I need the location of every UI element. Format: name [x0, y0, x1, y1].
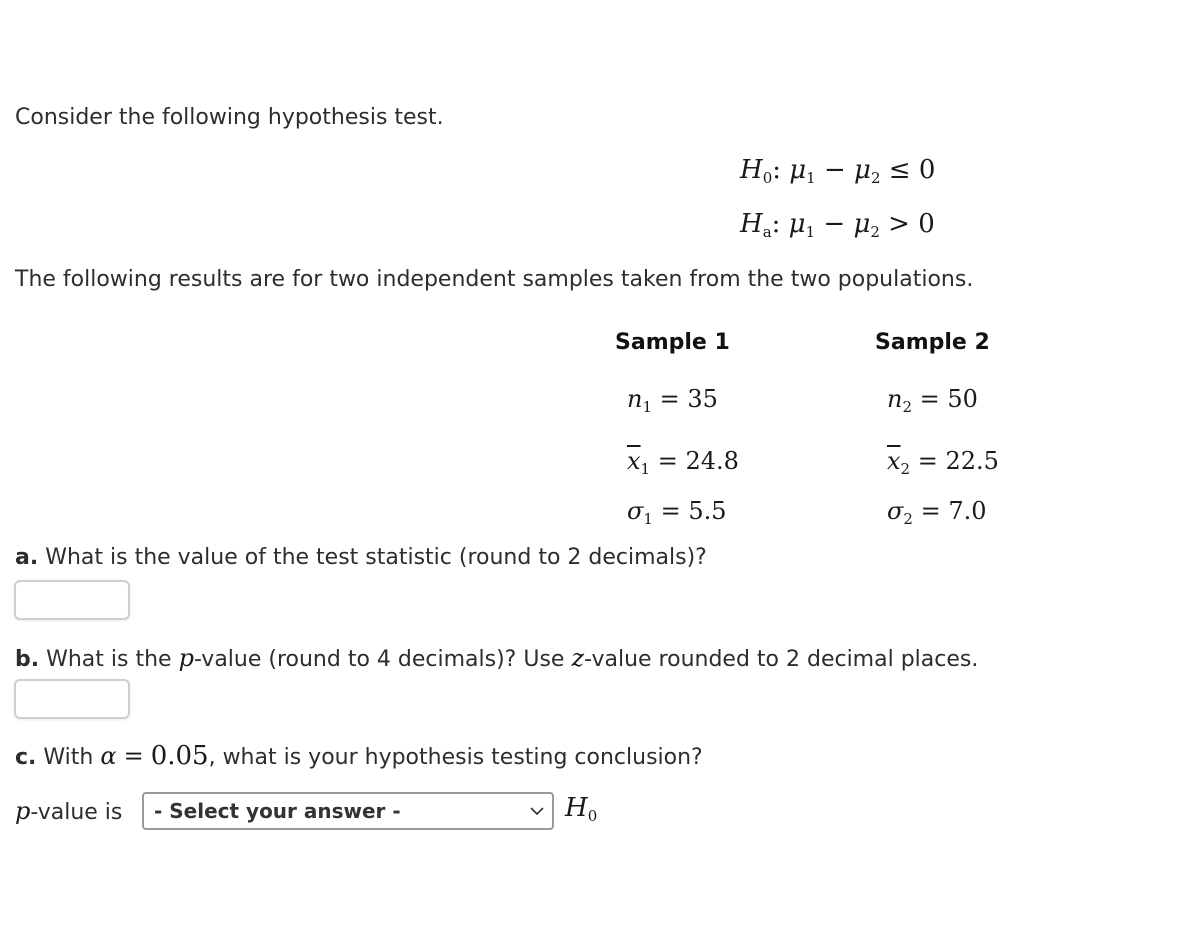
question-b: b. What is the p-value (round to 4 decimals)? Use z-value rounded to 2 decimal places. [15, 644, 979, 672]
p-value-input[interactable] [14, 679, 130, 719]
null-hypothesis: H0: μ1 − μ2 ≤ 0 [740, 155, 936, 187]
alternative-hypothesis: Ha: μ1 − μ2 > 0 [740, 209, 935, 241]
xbar1-value: $\overline{x}_1 = 24.8$ [627, 447, 739, 478]
h0-symbol: H0 [565, 793, 598, 825]
sigma1-value: $\sigma_1 = 5.5$ [627, 497, 727, 528]
p-value-is-label: p-value is [15, 797, 123, 825]
n2-value: $n_2 = 50$ [887, 385, 978, 416]
xbar2-value: $\overline{x}_2 = 22.5$ [887, 447, 999, 478]
chevron-down-icon [528, 802, 546, 820]
test-statistic-input[interactable] [14, 580, 130, 620]
conclusion-select-value: - Select your answer - [154, 799, 401, 823]
sample-2-header: Sample 2 [875, 330, 990, 355]
conclusion-select[interactable] [142, 792, 554, 830]
intro-text: Consider the following hypothesis test. [15, 105, 444, 130]
sigma2-value: $\sigma_2 = 7.0$ [887, 497, 987, 528]
results-text: The following results are for two independent samples taken from the two populations. [15, 267, 974, 292]
question-c: c. With α = 0.05, what is your hypothesis testing conclusion? [15, 741, 703, 771]
sample-1-header: Sample 1 [615, 330, 730, 355]
n1-value: $n_1 = 35$ [627, 385, 718, 416]
question-a: a. What is the value of the test statistic (round to 2 decimals)? [15, 545, 707, 570]
